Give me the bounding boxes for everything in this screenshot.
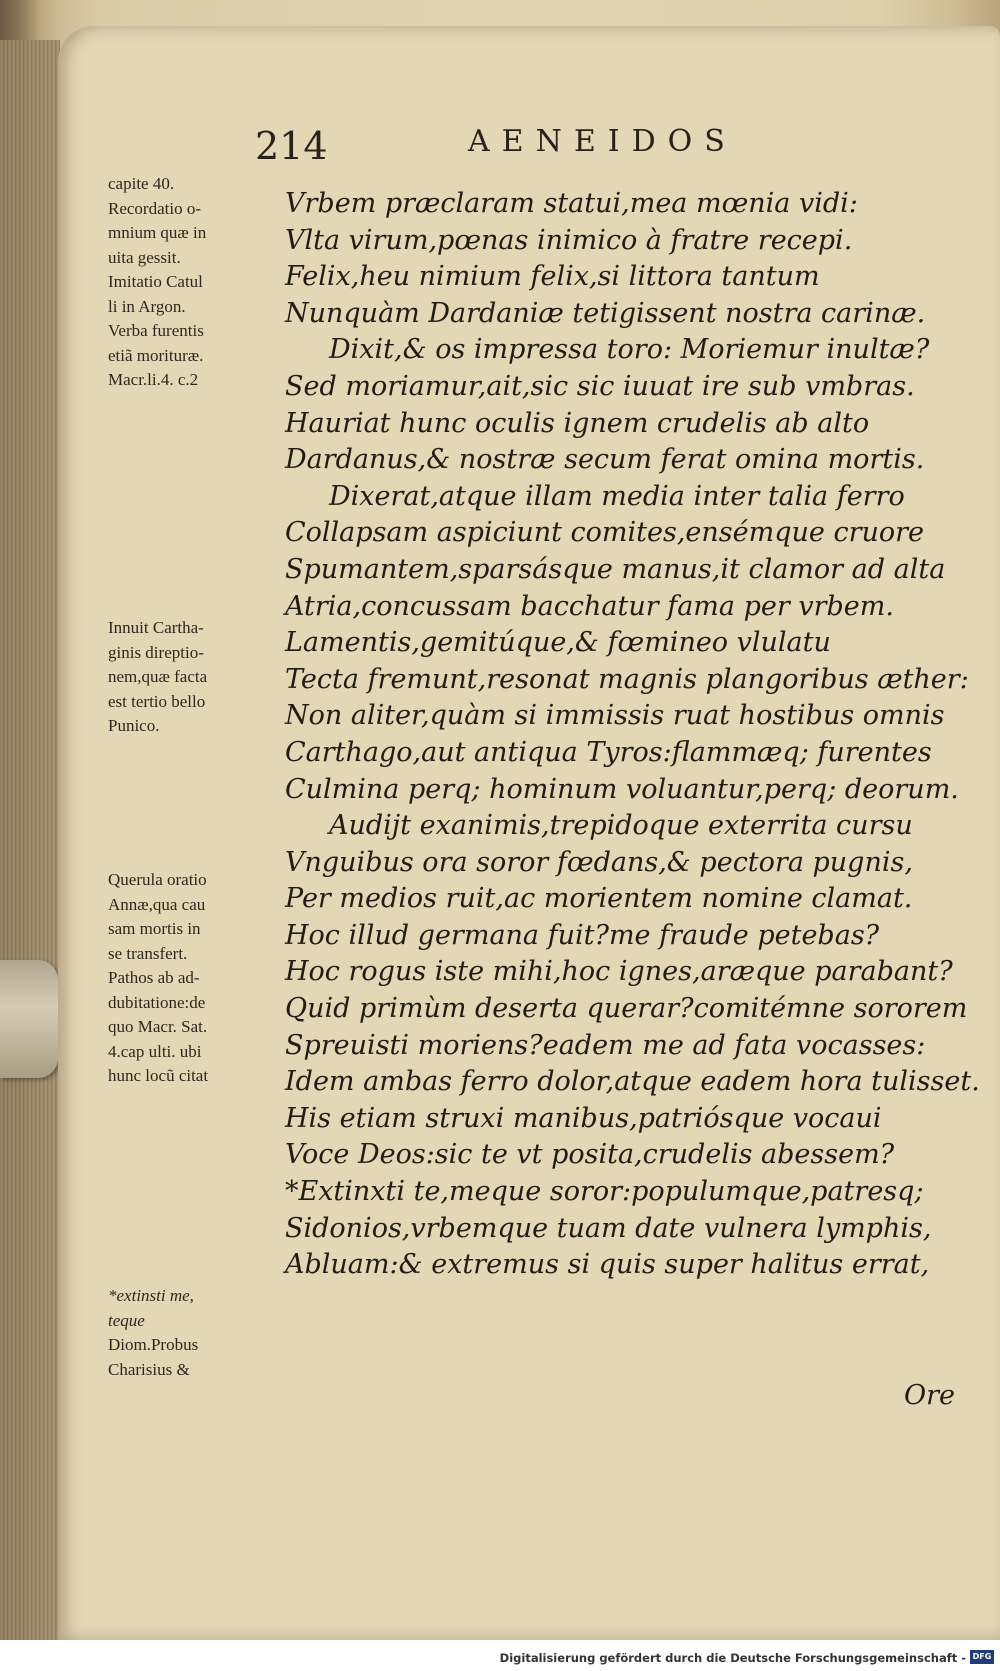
verse-line: Spumantem,sparsásque manus,it clamor ad alta bbox=[285, 553, 946, 585]
marginal-note bbox=[108, 868, 280, 1089]
note-line: uita gessit. bbox=[108, 247, 181, 267]
verse-line: Collapsam aspiciunt comites,ensémque cruore bbox=[285, 517, 925, 549]
verse-line: Dixit,& os impressa toro: Moriemur inultæ? bbox=[329, 334, 930, 366]
note-line: se transfert. bbox=[108, 943, 188, 963]
dfg-logo: DFG bbox=[970, 1650, 994, 1664]
note-line: Charisius & bbox=[108, 1359, 190, 1379]
note-line: *extinsti me, bbox=[108, 1286, 194, 1305]
note-line: Recordatio o- bbox=[108, 198, 201, 218]
verse-text bbox=[285, 186, 980, 1284]
verse-line: Hauriat hunc oculis ignem crudelis ab alto bbox=[285, 407, 870, 439]
verse-line: Sed moriamur,ait,sic sic iuuat ire sub vmbras. bbox=[285, 370, 915, 402]
catchword: Ore bbox=[904, 1380, 956, 1411]
verse-line: Hoc rogus iste mihi,hoc ignes,aræque parabant? bbox=[285, 956, 953, 988]
note-line: mnium quæ in bbox=[108, 223, 207, 242]
verse-line: Abluam:& extremus si quis super halitus errat, bbox=[285, 1249, 930, 1281]
verse-line: Nunquàm Dardaniæ tetigissent nostra carinæ. bbox=[285, 297, 926, 329]
verse-line: Per medios ruit,ac morientem nomine clamat. bbox=[285, 883, 913, 915]
verse-line: Non aliter,quàm si immissis ruat hostibus omnis bbox=[285, 700, 945, 732]
book-edge bbox=[0, 40, 60, 1640]
note-line: dubitatione:de bbox=[108, 992, 206, 1012]
note-line: etiã morituræ. bbox=[108, 345, 204, 365]
verse-line: Spreuisti moriens?eadem me ad fata vocasses: bbox=[285, 1029, 926, 1061]
note-line: Pathos ab ad- bbox=[108, 968, 200, 987]
note-line: Annæ,qua cau bbox=[108, 894, 206, 914]
note-line: Imitatio Catul bbox=[108, 272, 203, 291]
verse-line: Dardanus,& nostræ secum ferat omina mortis. bbox=[285, 444, 925, 476]
verse-line: Lamentis,gemitúque,& fœmineo vlulatu bbox=[285, 627, 831, 659]
running-title: AENEIDOS bbox=[468, 124, 737, 159]
verse-line: Idem ambas ferro dolor,atque eadem hora tulisset. bbox=[285, 1066, 980, 1098]
note-line: nem,quæ facta bbox=[108, 667, 208, 686]
verse-line: *Extinxti te,meque soror:populumque,patresq; bbox=[285, 1176, 924, 1208]
marginal-note bbox=[108, 1284, 280, 1382]
verse-line: Felix,heu nimium felix,si littora tantum bbox=[285, 261, 820, 293]
verse-line: Audijt exanimis,trepidoque exterrita cursu bbox=[329, 810, 913, 842]
verse-line: Vlta virum,pœnas inimico à fratre recepi. bbox=[285, 224, 853, 256]
note-line: Punico. bbox=[108, 716, 160, 735]
note-line: Diom.Probus bbox=[108, 1335, 199, 1354]
note-line: Macr.li.4. c.2 bbox=[108, 370, 199, 389]
note-line: hunc locũ citat bbox=[108, 1066, 209, 1085]
marginal-note bbox=[108, 616, 280, 739]
verse-line: Culmina perq; hominum voluantur,perq; deorum. bbox=[285, 773, 959, 805]
verse-line: Dixerat,atque illam media inter talia ferro bbox=[329, 480, 905, 512]
note-line: sam mortis in bbox=[108, 919, 201, 938]
note-line: quo Macr. Sat. bbox=[108, 1017, 208, 1036]
verse-line: Tecta fremunt,resonat magnis plangoribus æther: bbox=[285, 663, 969, 695]
note-line: li in Argon. bbox=[108, 296, 186, 316]
verse-line: Sidonios,vrbemque tuam date vulnera lymphis, bbox=[285, 1212, 932, 1244]
verse-line: Vrbem præclaram statui,mea mœnia vidi: bbox=[285, 188, 858, 219]
verse-line: Hoc illud germana fuit?me fraude petebas? bbox=[285, 919, 880, 951]
verse-line: Carthago,aut antiqua Tyros:flammæq; furentes bbox=[285, 736, 932, 768]
note-line: est tertio bello bbox=[108, 691, 206, 711]
note-line: Innuit Cartha- bbox=[108, 618, 204, 637]
note-line: ginis direptio- bbox=[108, 642, 204, 662]
note-line: Querula oratio bbox=[108, 870, 207, 889]
marginal-note bbox=[108, 172, 280, 393]
note-line: capite 40. bbox=[108, 174, 175, 193]
verse-line: Atria,concussam bacchatur fama per vrbem. bbox=[285, 590, 894, 622]
verse-line: Vnguibus ora soror fœdans,& pectora pugnis, bbox=[285, 846, 913, 878]
page-number: 214 bbox=[255, 124, 328, 168]
note-line: 4.cap ulti. ubi bbox=[108, 1041, 202, 1061]
verse-line: Quid primùm deserta querar?comitémne sororem bbox=[285, 993, 968, 1025]
book-clasp bbox=[0, 960, 58, 1078]
note-line: teque bbox=[108, 1310, 145, 1330]
funding-credit: Digitalisierung gefördert durch die Deutsche Forschungsgemeinschaft - bbox=[499, 1651, 966, 1665]
verse-line: Voce Deos:sic te vt posita,crudelis abessem? bbox=[285, 1139, 895, 1171]
note-line: Verba furentis bbox=[108, 321, 204, 340]
verse-line: His etiam struxi manibus,patriósque vocaui bbox=[285, 1102, 882, 1134]
